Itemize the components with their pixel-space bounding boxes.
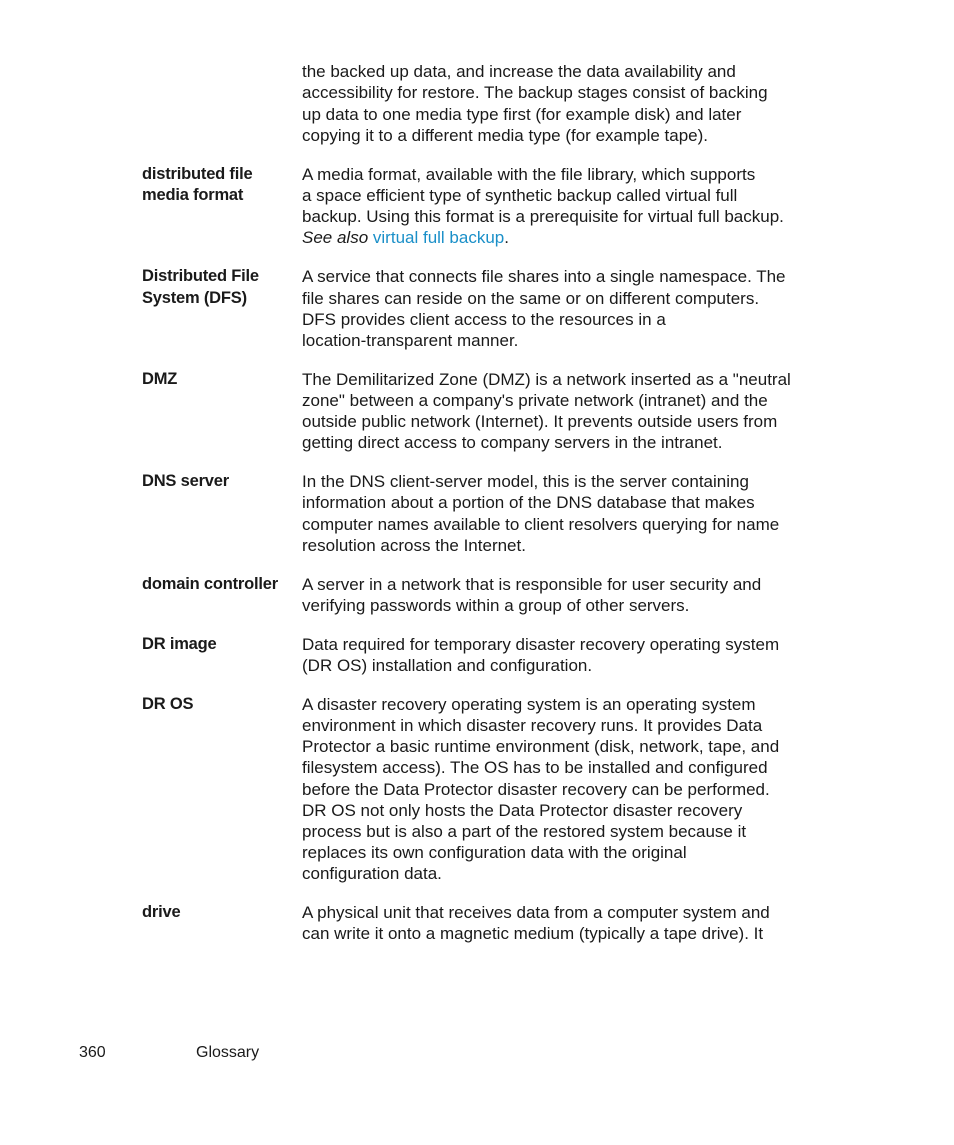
see-also-line: [302, 227, 509, 248]
definition-line: A disaster recovery operating system is an operating system: [302, 695, 756, 714]
intro-line: the backed up data, and increase the data availability and: [302, 62, 736, 81]
glossary-term: domain controller: [142, 575, 278, 593]
glossary-term: System (DFS): [142, 289, 247, 307]
glossary-term: DNS server: [142, 472, 229, 490]
definition-line: before the Data Protector disaster recovery can be performed.: [302, 780, 770, 799]
glossary-term: Distributed File: [142, 267, 259, 285]
definition-line: In the DNS client-server model, this is the server containing: [302, 472, 749, 491]
definition-line: process but is also a part of the restored system because it: [302, 822, 747, 841]
glossary-term: drive: [142, 903, 181, 921]
definition-line: file shares can reside on the same or on different computers.: [302, 289, 760, 308]
definition-line: information about a portion of the DNS database that makes: [302, 493, 755, 512]
definition-line: A service that connects file shares into a single namespace. The: [302, 267, 786, 286]
definition-line: replaces its own configuration data with the original: [302, 843, 687, 862]
definition-line: configuration data.: [302, 864, 442, 883]
glossary-term: DR image: [142, 635, 217, 653]
see-also-suffix: .: [504, 228, 509, 247]
definition-line: (DR OS) installation and configuration.: [302, 656, 593, 675]
glossary-term: media format: [142, 186, 244, 204]
see-also-label: See also: [302, 228, 369, 247]
glossary-term: DMZ: [142, 370, 178, 388]
definition-line: can write it onto a magnetic medium (typically a tape drive). It: [302, 924, 764, 943]
definition-line: verifying passwords within a group of other servers.: [302, 596, 690, 615]
definition-line: Protector a basic runtime environment (disk, network, tape, and: [302, 737, 780, 756]
intro-line: up data to one media type first (for example disk) and later: [302, 105, 742, 124]
definition-line: a space efficient type of synthetic backup called virtual full: [302, 186, 738, 205]
virtual-full-backup-link[interactable]: virtual full backup: [372, 228, 505, 247]
intro-line: copying it to a different media type (for example tape).: [302, 126, 709, 145]
definition-line: resolution across the Internet.: [302, 536, 526, 555]
definition-line: A physical unit that receives data from a computer system and: [302, 903, 770, 922]
definition-line: DR OS not only hosts the Data Protector disaster recovery: [302, 801, 743, 820]
definition-line: location-transparent manner.: [302, 331, 519, 350]
definition-line: environment in which disaster recovery runs. It provides Data: [302, 716, 763, 735]
definition-line: computer names available to client resolvers querying for name: [302, 515, 780, 534]
definition-line: The Demilitarized Zone (DMZ) is a network inserted as a "neutral: [302, 370, 791, 389]
definition-line: DFS provides client access to the resources in a: [302, 310, 666, 329]
definition-line: A server in a network that is responsible for user security and: [302, 575, 762, 594]
definition-line: backup. Using this format is a prerequisite for virtual full backup.: [302, 207, 784, 226]
footer-section-title: Glossary: [196, 1044, 260, 1061]
definition-line: outside public network (Internet). It prevents outside users from: [302, 412, 778, 431]
page-number: 360: [79, 1044, 106, 1061]
definition-line: zone" between a company's private network (intranet) and the: [302, 391, 768, 410]
definition-line: getting direct access to company servers in the intranet.: [302, 433, 723, 452]
glossary-term: DR OS: [142, 695, 194, 713]
definition-line: Data required for temporary disaster recovery operating system: [302, 635, 780, 654]
intro-line: accessibility for restore. The backup stages consist of backing: [302, 83, 768, 102]
glossary-term: distributed file: [142, 165, 253, 183]
definition-line: A media format, available with the file library, which supports: [302, 165, 756, 184]
definition-line: filesystem access). The OS has to be installed and configured: [302, 758, 768, 777]
